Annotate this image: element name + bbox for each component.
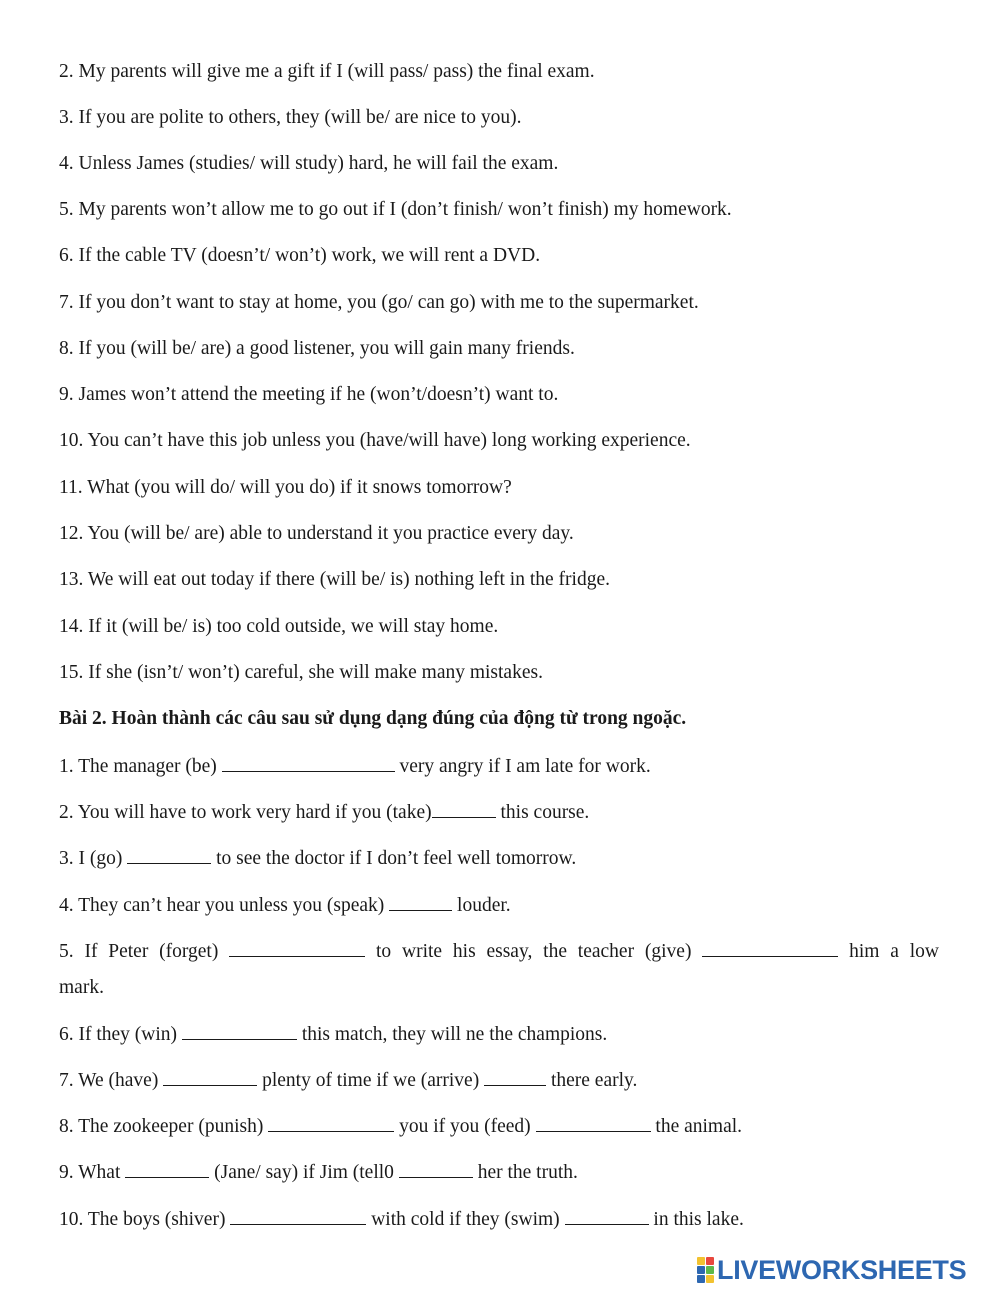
answer-blank[interactable]: [702, 939, 838, 957]
exercise-2-item: [59, 939, 939, 963]
exercise-1-item: 11. What (you will do/ will you do) if it snows tomorrow?: [59, 477, 512, 498]
exercise-1-item: 3. If you are polite to others, they (will be/ are nice to you).: [59, 107, 522, 128]
item-text: there early.: [546, 1070, 638, 1091]
logo-text: LIVEWORKSHEETS: [717, 1255, 967, 1285]
item-text: the animal.: [650, 1116, 743, 1137]
exercise-1-item: 8. If you (will be/ are) a good listener, you will gain many friends.: [59, 338, 575, 359]
exercise-2-item: [59, 846, 939, 870]
exercise-1-item: 5. My parents won’t allow me to go out if I (don’t finish/ won’t finish) my homework.: [59, 199, 732, 220]
item-text: 2. You will have to work very hard if you (take): [59, 802, 432, 823]
exercise-2-item: [59, 1068, 939, 1092]
item-text: (Jane/ say) if Jim (tell0: [209, 1162, 399, 1183]
item-text: 6. If they (win): [59, 1024, 182, 1045]
item-text: this match, they will ne the champions.: [296, 1024, 608, 1045]
exercise-2-item: [59, 754, 939, 778]
item-text: her the truth.: [472, 1162, 578, 1183]
item-text: 1. The manager (be): [59, 756, 222, 777]
answer-blank[interactable]: [127, 846, 211, 864]
item-text: you if you (feed): [394, 1116, 536, 1137]
answer-blank[interactable]: [163, 1068, 257, 1086]
exercise-1-item: 13. We will eat out today if there (will be/ is) nothing left in the fridge.: [59, 569, 610, 590]
liveworksheets-logo[interactable]: [697, 1255, 966, 1285]
logo-blocks-icon: [697, 1257, 714, 1283]
answer-blank[interactable]: [222, 754, 395, 772]
answer-blank[interactable]: [182, 1022, 297, 1040]
item-text: him a low: [849, 941, 940, 962]
answer-blank[interactable]: [389, 893, 452, 911]
exercise-2-item: [59, 1114, 939, 1138]
item-text: plenty of time if we (arrive): [257, 1070, 485, 1091]
exercise-2-item: [59, 1207, 939, 1231]
item-text: in this lake.: [648, 1209, 744, 1230]
exercise-1-item: 15. If she (isn’t/ won’t) careful, she will make many mistakes.: [59, 662, 543, 683]
exercise-1-item: 7. If you don’t want to stay at home, you (go/ can go) with me to the supermarket.: [59, 292, 699, 313]
exercise-2-item: [59, 800, 939, 824]
item-text: 10. The boys (shiver): [59, 1209, 231, 1230]
answer-blank[interactable]: [229, 939, 365, 957]
item-text: 4. They can’t hear you unless you (speak): [59, 895, 390, 916]
answer-blank[interactable]: [536, 1114, 651, 1132]
exercise-1-item: 10. You can’t have this job unless you (have/will have) long working experience.: [59, 430, 691, 451]
exercise-2-item: [59, 893, 939, 917]
exercise-1-item: 4. Unless James (studies/ will study) hard, he will fail the exam.: [59, 153, 559, 174]
logo-block: [697, 1275, 705, 1283]
answer-blank[interactable]: [565, 1207, 649, 1225]
item-text: 3. I (go): [59, 848, 128, 869]
answer-blank[interactable]: [230, 1207, 366, 1225]
item-text: this course.: [495, 802, 590, 823]
answer-blank[interactable]: [484, 1068, 546, 1086]
exercise-1-item: 6. If the cable TV (doesn’t/ won’t) work, we will rent a DVD.: [59, 245, 541, 266]
exercise-1-item: 2. My parents will give me a gift if I (will pass/ pass) the final exam.: [59, 61, 595, 82]
exercise-2-item: [59, 1022, 939, 1046]
item-text: very angry if I am late for work.: [394, 756, 651, 777]
item-text: 9. What: [59, 1162, 126, 1183]
logo-block: [706, 1266, 714, 1274]
exercise-2-item-continuation: mark.: [59, 977, 104, 998]
exercise-1-item: 14. If it (will be/ is) too cold outside, we will stay home.: [59, 616, 499, 637]
exercise-1-item: 9. James won’t attend the meeting if he (won’t/doesn’t) want to.: [59, 384, 559, 405]
answer-blank[interactable]: [125, 1160, 209, 1178]
item-text: 5. If Peter (forget): [59, 941, 219, 962]
item-text: with cold if they (swim): [366, 1209, 565, 1230]
logo-block: [697, 1257, 705, 1265]
exercise-2-item: [59, 1160, 939, 1184]
item-text: louder.: [452, 895, 511, 916]
item-text: 8. The zookeeper (punish): [59, 1116, 269, 1137]
answer-blank[interactable]: [268, 1114, 394, 1132]
item-text: to write his essay, the teacher (give): [376, 941, 692, 962]
logo-block: [706, 1257, 714, 1265]
exercise-1-item: 12. You (will be/ are) able to understand it you practice every day.: [59, 523, 574, 544]
item-text: 7. We (have): [59, 1070, 164, 1091]
item-text: to see the doctor if I don’t feel well tomorrow.: [211, 848, 577, 869]
logo-block: [706, 1275, 714, 1283]
logo-block: [697, 1266, 705, 1274]
exercise-2-title: Bài 2. Hoàn thành các câu sau sử dụng dạng đúng của động từ trong ngoặc.: [59, 708, 687, 729]
answer-blank[interactable]: [432, 800, 496, 818]
answer-blank[interactable]: [399, 1160, 473, 1178]
